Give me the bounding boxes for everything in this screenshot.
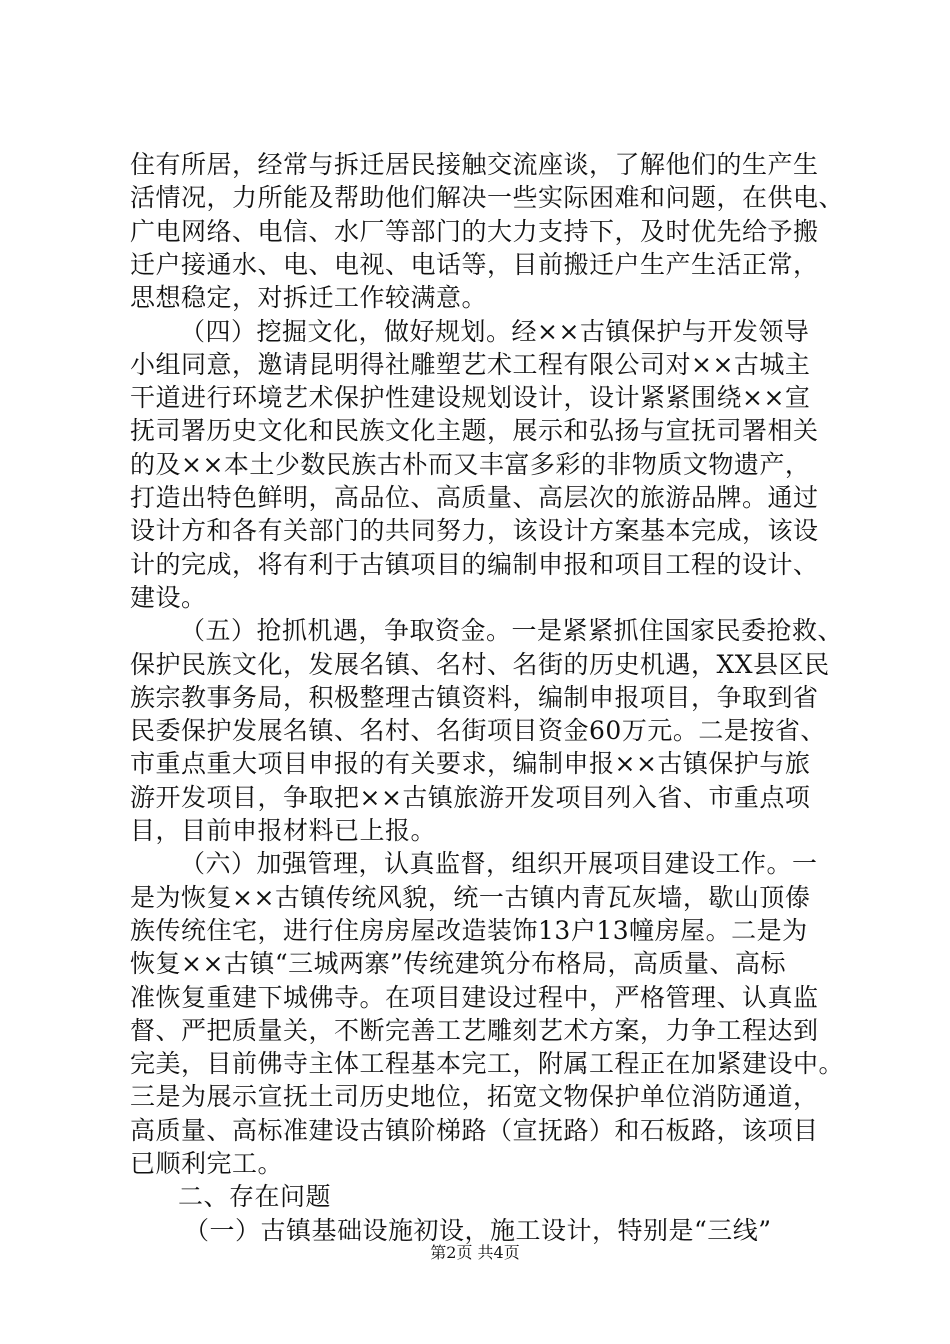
text-line: 族传统住宅，进行住房房屋改造装饰13户13幢房屋。二是为 — [130, 915, 808, 945]
text-line: 游开发项目，争取把××古镇旅游开发项目列入省、市重点项 — [130, 782, 811, 812]
text-line: 思想稳定，对拆迁工作较满意。 — [130, 283, 488, 313]
text-line: 干道进行环境艺术保护性建设规划设计，设计紧紧围绕××宣 — [130, 383, 811, 413]
text-line: 准恢复重建下城佛寺。在项目建设过程中，严格管理、认真监 — [130, 982, 819, 1012]
text-line: 广电网络、电信、水厂等部门的大力支持下，及时优先给予搬 — [130, 216, 819, 246]
text-line: 市重点重大项目申报的有关要求，编制申报××古镇保护与旅 — [130, 749, 811, 779]
text-line: 活情况，力所能及帮助他们解决一些实际困难和问题，在供电、 — [130, 183, 845, 213]
text-line: 建设。 — [130, 582, 207, 612]
text-line: 计的完成，将有利于古镇项目的编制申报和项目工程的设计、 — [130, 549, 819, 579]
text-line: 高质量、高标准建设古镇阶梯路（宣抚路）和石板路，该项目 — [130, 1115, 819, 1145]
text-line: 督、严把质量关，不断完善工艺雕刻艺术方案，力争工程达到 — [130, 1015, 819, 1045]
section-heading: 二、存在问题 — [178, 1182, 332, 1212]
text-line: 保护民族文化，发展名镇、名村、名街的历史机遇，XX县区民 — [130, 649, 830, 679]
text-line: 迁户接通水、电、电视、电话等，目前搬迁户生产生活正常， — [130, 249, 819, 279]
text-line: 三是为展示宣抚土司历史地位，拓宽文物保护单位消防通道， — [130, 1082, 819, 1112]
text-line: 目，目前申报材料已上报。 — [130, 816, 437, 845]
text-line: 的及××本土少数民族古朴而又丰富多彩的非物质文物遗产， — [130, 449, 811, 479]
text-line: 恢复××古镇“三城两寨”传统建筑分布格局，高质量、高标 — [130, 949, 786, 979]
paragraph-heading: （六）加强管理，认真监督，组织开展项目建设工作。一 — [180, 849, 818, 879]
text-line: 住有所居，经常与拆迁居民接触交流座谈，了解他们的生产生 — [130, 150, 819, 179]
text-line: 设计方和各有关部门的共同努力，该设计方案基本完成，该设 — [130, 516, 819, 546]
paragraph-heading: （五）抢抓机遇，争取资金。一是紧紧抓住国家民委抢救、 — [180, 616, 844, 646]
paragraph-heading: （四）挖掘文化，做好规划。经××古镇保护与开发领导 — [180, 316, 810, 346]
text-line: 小组同意，邀请昆明得社雕塑艺术工程有限公司对××古城主 — [130, 349, 811, 379]
text-line: 完美，目前佛寺主体工程基本完工，附属工程正在加紧建设中。 — [130, 1049, 845, 1079]
text-line: （一）古镇基础设施初设，施工设计，特别是“三线” — [184, 1215, 772, 1245]
text-line: 抚司署历史文化和民族文化主题，展示和弘扬与宣抚司署相关 — [130, 416, 819, 446]
text-line: 已顺利完工。 — [130, 1149, 284, 1178]
text-line: 民委保护发展名镇、名村、名街项目资金60万元。二是按省、 — [130, 716, 826, 746]
page-footer: 第2页 共4页 — [430, 1243, 520, 1262]
text-line: 族宗教事务局，积极整理古镇资料，编制申报项目，争取到省 — [130, 682, 819, 712]
text-line: 是为恢复××古镇传统风貌，统一古镇内青瓦灰墙，歇山顶傣 — [130, 882, 811, 912]
text-line: 打造出特色鲜明，高品位、高质量、高层次的旅游品牌。通过 — [130, 483, 819, 512]
